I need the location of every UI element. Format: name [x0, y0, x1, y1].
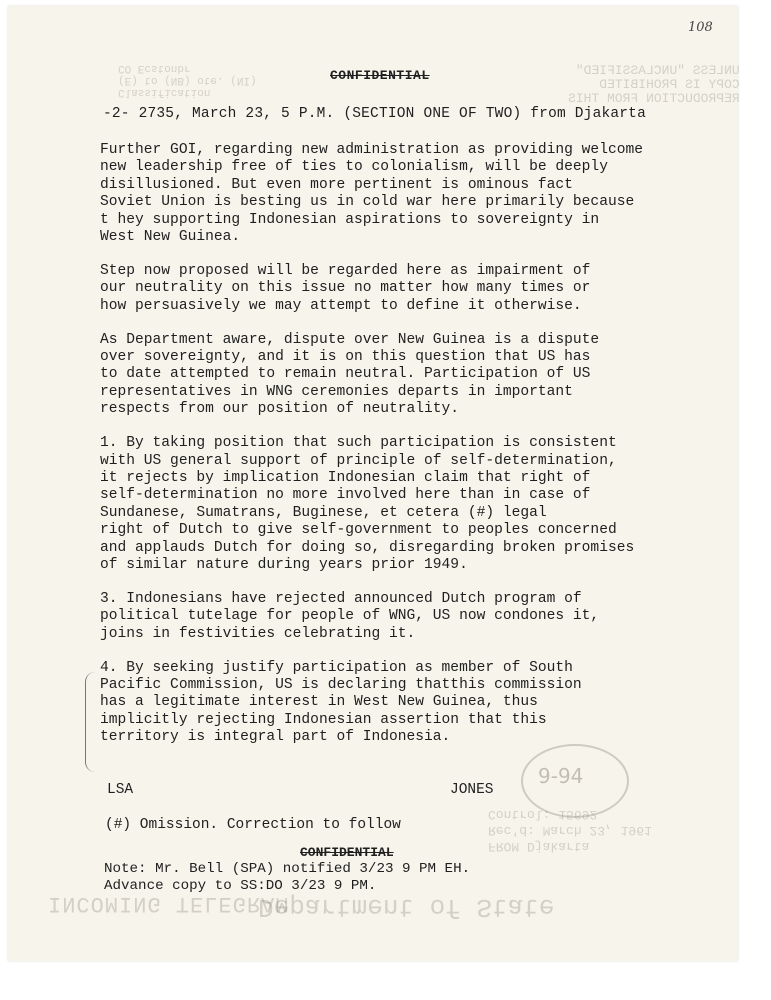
page-number: 108: [688, 20, 713, 35]
paragraph: 4. By seeking justify participation as member of South Pacific Commission, US is declaring thatthis commission has a legitimate interest in West New Guinea, thus implicitly rejecting Indonesian assertion that this territory is integral part of Indonesia.: [100, 659, 582, 746]
margin-bracket-mark: [85, 672, 98, 772]
bleed-through-text: Department of State: [258, 892, 555, 922]
faint-stamp-text: 9-94: [538, 764, 584, 788]
sender-initials: LSA: [107, 782, 134, 798]
bleed-through-text: Classification (E) to (NB) ote. (NI) CO Ecstonbr: [118, 62, 257, 98]
telegram-header: -2- 2735, March 23, 5 P.M. (SECTION ONE OF TWO) from Djakarta: [103, 106, 646, 122]
distribution-note: Note: Mr. Bell (SPA) notified 3/23 9 PM EH. Advance copy to SS:DO 3/23 9 PM.: [104, 861, 471, 894]
telegram-body: [100, 142, 700, 763]
paragraph: 1. By taking position that such participation is consistent with US general support of principle of self-determination, it rejects by implication Indonesian claim that right of self-determination no more involved here than in case of Sundanese, Sumatrans, Buginese, et cetera (#) legal right of Dutch to give self-government to peoples concerned and applauds Dutch for doing so, disregarding broken promises of similar nature during years prior 1949.: [100, 435, 635, 574]
signer-name: JONES: [450, 782, 494, 798]
paragraph: 3. Indonesians have rejected announced Dutch program of political tutelage for people of WNG, US now condones it, joins in festivities celebrating it.: [100, 590, 600, 642]
bleed-through-text: INCOMING TELEGRAM: [48, 891, 290, 916]
paragraph: As Department aware, dispute over New Guinea is a dispute over sovereignty, and it is on this question that US has to date attempted to remain neutral. Participation of US representatives in WNG ceremonies departs in important respects from our position of neutrality.: [100, 331, 600, 418]
classification-top: CONFIDENTIAL: [330, 68, 430, 83]
bleed-through-text: UNLESS "UNCLASSIFIED" COPY IS PROHIBITED REPRODUCTION FROM THIS: [568, 63, 740, 106]
bleed-through-text: FROM Djakarta Rec'd: March 23, 1961 Control: 15692: [488, 807, 652, 854]
paragraph: Further GOI, regarding new administration as providing welcome new leadership free of ties to colonialism, will be deeply disillusioned. But even more pertinent is ominous fact Soviet Union is besting us in cold war here primarily because t hey supporting Indonesian aspirations to sovereignty in West New Guinea.: [100, 142, 643, 246]
omission-note: (#) Omission. Correction to follow: [105, 817, 401, 833]
bleed-through-margin: [28, 496, 35, 574]
classification-bottom: CONFIDENTIAL: [300, 845, 394, 860]
paragraph: Step now proposed will be regarded here as impairment of our neutrality on this issue no matter how many times or how persuasively we may attempt to define it otherwise.: [100, 262, 591, 314]
